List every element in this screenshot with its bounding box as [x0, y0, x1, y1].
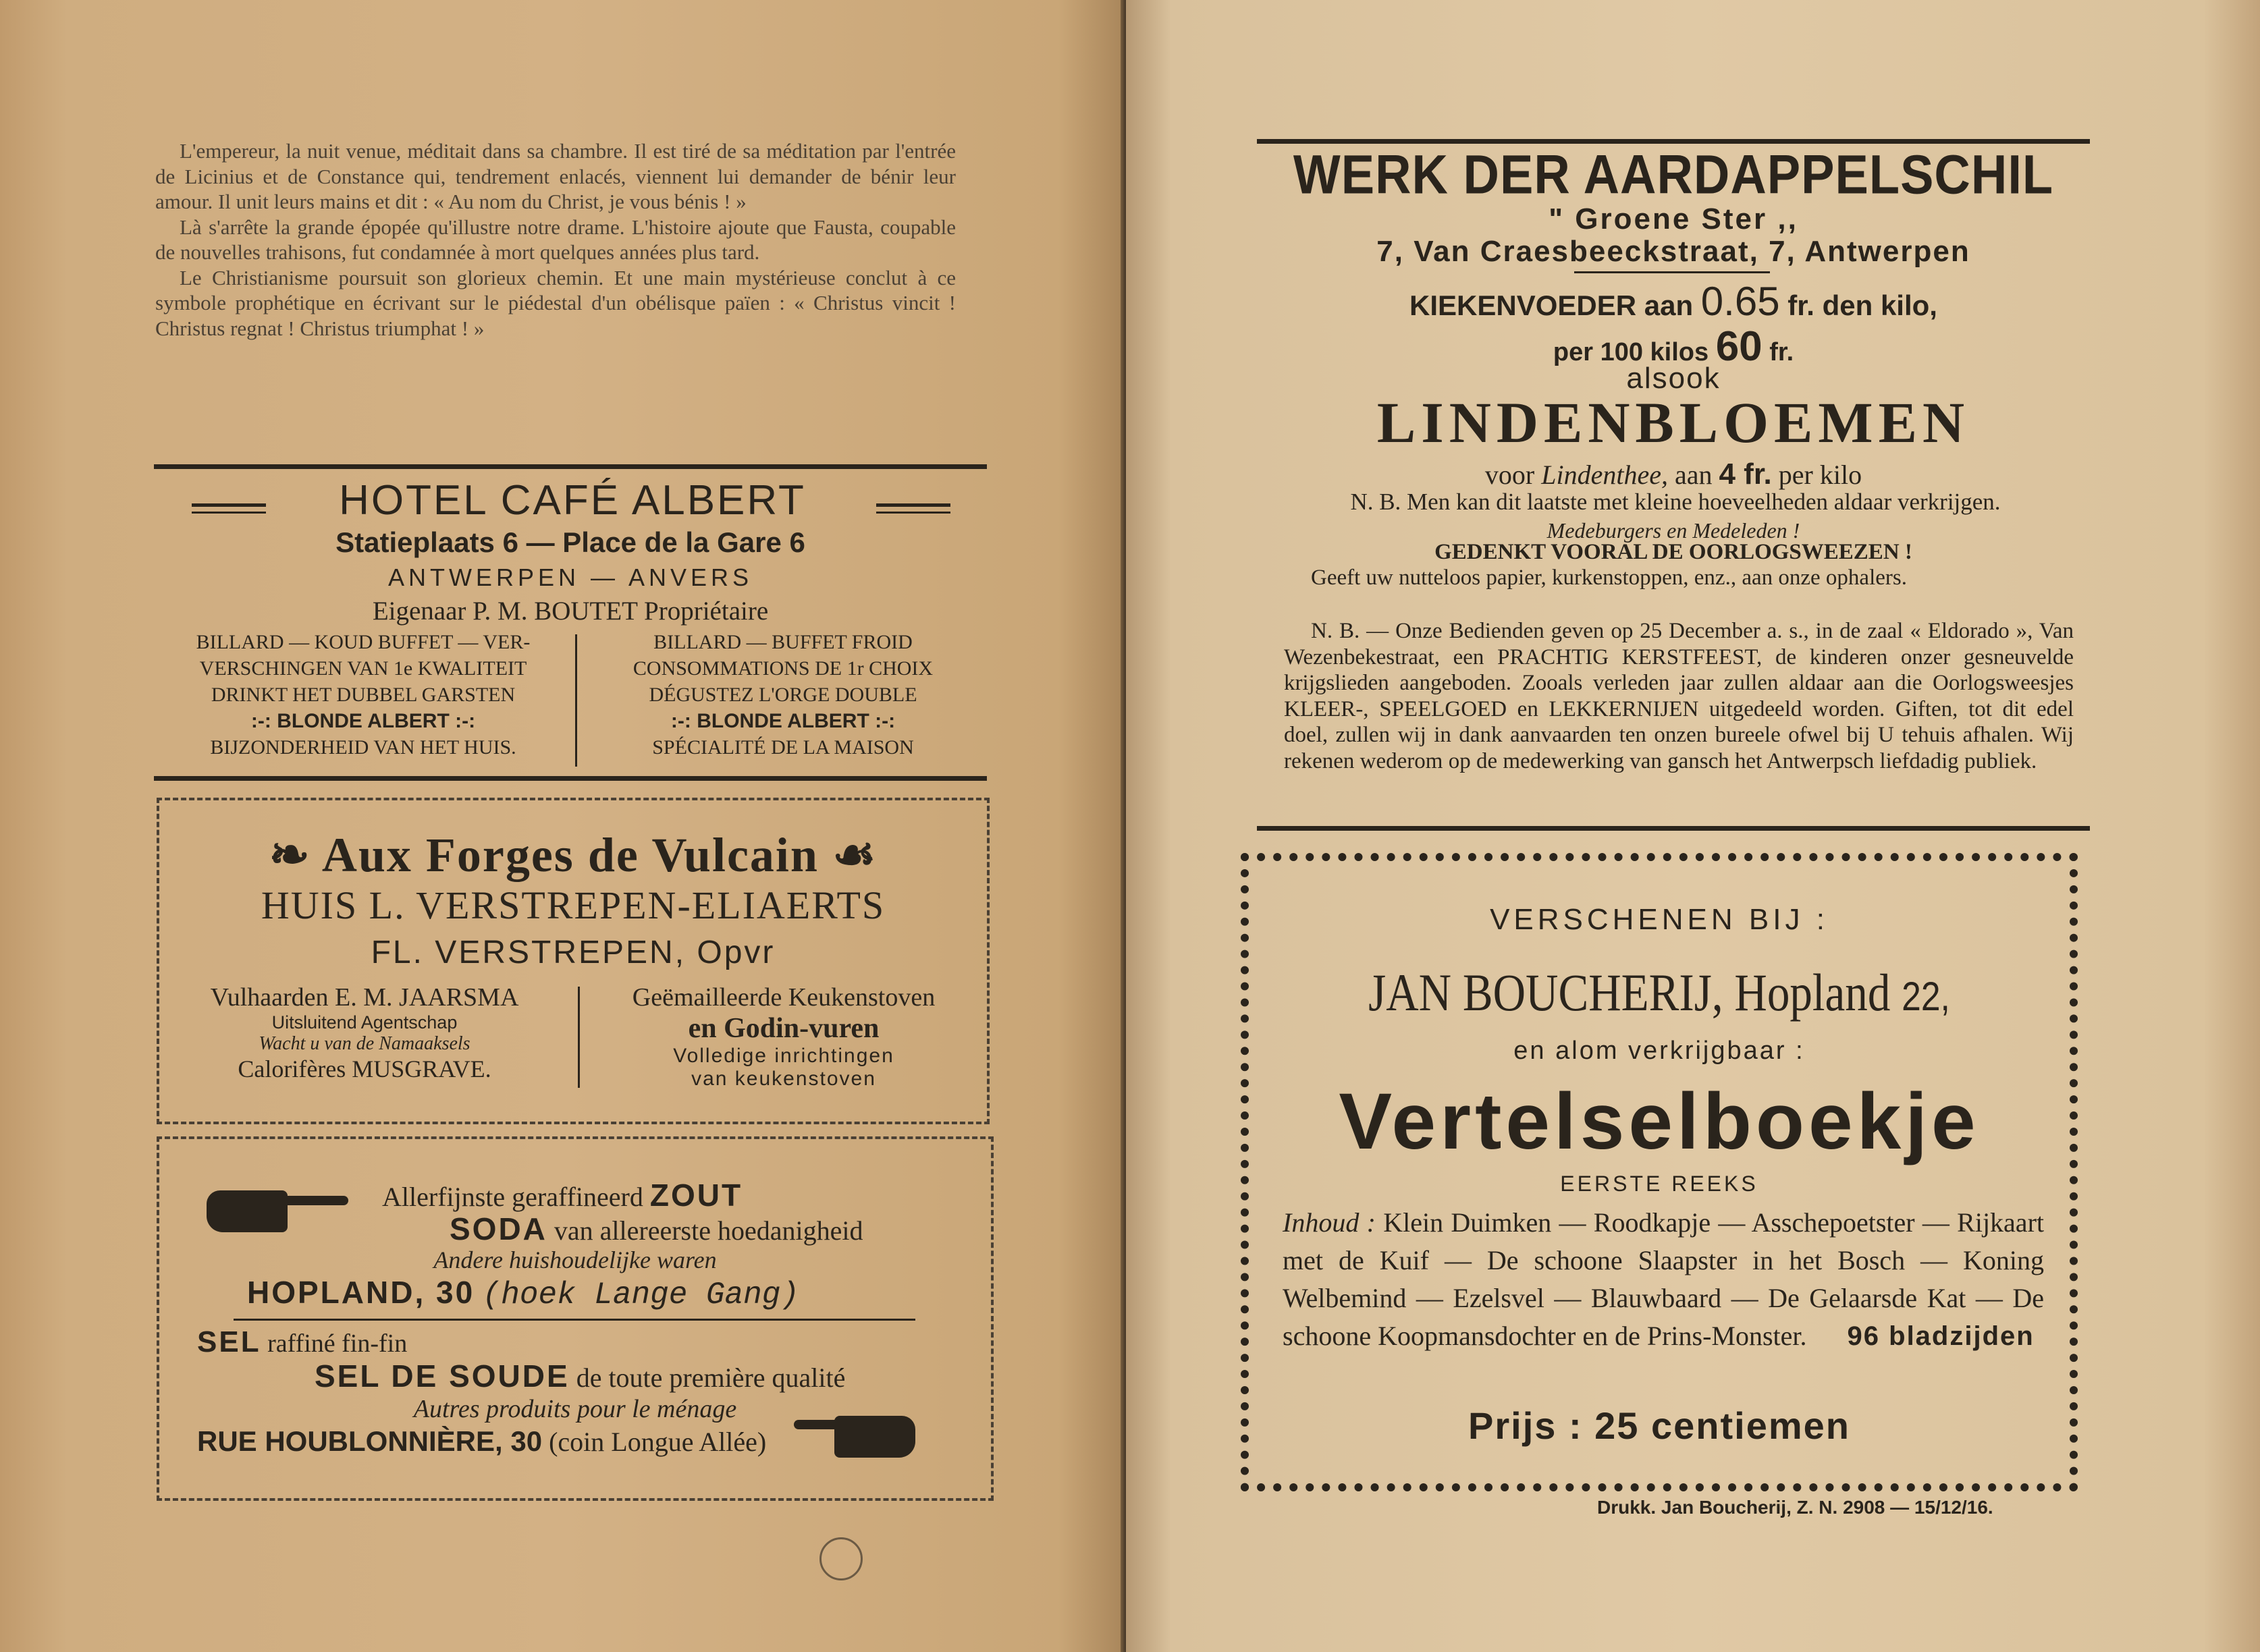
forges-left-line: Wacht u van de Namaaksels — [259, 1033, 470, 1054]
divider-rule — [154, 776, 987, 781]
zout-line-2 — [450, 1211, 863, 1247]
pointing-hand-icon — [794, 1420, 841, 1429]
book-series: EERSTE REEKS — [1560, 1172, 1758, 1196]
werk-text: fr. — [1769, 338, 1794, 366]
hotel-nl-line: :-: BLONDE ALBERT :-: — [250, 710, 476, 732]
hotel-french-column — [579, 629, 987, 761]
divider-rule — [1257, 826, 2090, 831]
column-divider — [575, 634, 577, 767]
werk-price: 0.65 — [1700, 279, 1780, 324]
werk-christmas-note: N. B. — Onze Bedienden geven op 25 December a. s., in de zaal « Eldorado », Van Wezenbekestraat, een PRACHTIG KERSTFEEST, de kinderen onzer gesneuvelde krijgslieden aangeboden. Zooals verleden jaar zullen aldaar aan die Oorlogsweesjes KLEER-, SPEELGOED en LEKKERNIJEN uitgedeeld worden. Giften, tot dit edel doel, zullen wij in dank aanvaarden ten onzen bureele ofwel bij U tehuis afhalen. Wij rekenen wederom op de medewerking van gansch het Antwerpsch liefdadig publiek. — [1284, 619, 2074, 773]
werk-text: KIEKENVOEDER aan — [1409, 290, 1694, 321]
hotel-dutch-column — [154, 629, 572, 761]
hotel-title: HOTEL CAFÉ ALBERT — [339, 477, 806, 524]
forges-house: HUIS L. VERSTREPEN-ELIAERTS — [261, 883, 886, 927]
ornament-icon: ❧ — [269, 828, 322, 882]
book-pages: 96 bladzijden — [1847, 1321, 2035, 1351]
column-divider — [578, 987, 580, 1088]
forges-owner: FL. VERSTREPEN, Opvr — [371, 935, 776, 970]
forges-title — [159, 826, 987, 883]
werk-text: per 100 kilos — [1553, 338, 1709, 366]
werk-note: N. B. Men kan dit laatste met kleine hoeveelheden aldaar verkrijgen. — [1350, 489, 2001, 515]
ornament-line — [192, 512, 266, 514]
sel-word: SEL — [197, 1325, 261, 1358]
forges-left-line: Vulhaarden E. M. JAARSMA — [210, 983, 519, 1012]
werk-text: Lindenthee, — [1541, 460, 1668, 490]
werk-der-aardappelschil-ad — [1257, 143, 2090, 831]
hotel-nl-line: BIJZONDERHEID VAN HET HUIS. — [210, 736, 516, 759]
left-page — [0, 0, 1126, 1652]
book-title: Vertelselboekje — [1339, 1077, 1980, 1166]
divider-rule — [154, 464, 987, 469]
ornament-line — [876, 503, 950, 507]
hotel-fr-line: DÉGUSTEZ L'ORGE DOUBLE — [649, 684, 917, 706]
zout-line-1 — [382, 1177, 743, 1213]
hotel-city: ANTWERPEN — ANVERS — [387, 563, 753, 591]
book-published-by: VERSCHENEN BIJ : — [1490, 903, 1829, 936]
closing-prose — [155, 138, 956, 341]
forges-left-line: Calorifères MUSGRAVE. — [238, 1055, 491, 1082]
ornament-line — [192, 503, 266, 507]
sel-line-2 — [315, 1358, 845, 1394]
soda-word: SODA — [450, 1211, 547, 1246]
book-publisher — [1306, 962, 2012, 1023]
forges-title-text: Aux Forges de Vulcain — [321, 828, 819, 882]
ornament-line — [876, 512, 950, 514]
prose-paragraph: L'empereur, la nuit venue, méditait dans sa chambre. Il est tiré de sa méditation par l'entrée de Licinius et de Constance qui, tendrement enlacés, viennent lui demander de bénir leur amour. Il unit leurs mains et dit : « Au nom du Christ, je vous bénis ! » — [155, 139, 956, 213]
werk-text: voor — [1484, 460, 1535, 490]
zout-line-3: Andere huishoudelijke waren — [433, 1246, 717, 1273]
forges-right-line: van keukenstoven — [691, 1068, 876, 1090]
pointing-hand-icon — [207, 1190, 288, 1232]
book-price: Prijs : 25 centiemen — [1468, 1404, 1850, 1447]
book-contents — [1283, 1204, 2044, 1355]
sel-line-3: Autres produits pour le ménage — [413, 1395, 737, 1423]
book-contents-label: Inhoud : — [1283, 1207, 1376, 1238]
werk-price: 4 fr. — [1719, 458, 1772, 491]
right-page — [1126, 0, 2260, 1652]
zout-line-4 — [247, 1274, 799, 1313]
hotel-fr-line: :-: BLONDE ALBERT :-: — [670, 710, 896, 732]
hotel-nl-line: BILLARD — KOUD BUFFET — VER- — [196, 631, 531, 653]
forges-right-column — [581, 983, 987, 1091]
sel-line-1 — [197, 1325, 407, 1359]
printer-imprint: Drukk. Jan Boucherij, Z. N. 2908 — 15/12/16. — [1597, 1497, 1993, 1518]
rue-houblonniere: RUE HOUBLONNIÈRE, 30 — [197, 1425, 543, 1457]
divider-rule — [1574, 271, 1770, 273]
sel-text: raffiné fin-fin — [267, 1329, 408, 1358]
werk-text: per kilo — [1778, 460, 1862, 490]
werk-price: 60 — [1715, 323, 1763, 370]
rue-corner: (coin Longue Allée) — [549, 1427, 767, 1457]
sel-de-soude: SEL DE SOUDE — [315, 1358, 570, 1394]
werk-address: 7, Van Craesbeeckstraat, 7, Antwerpen — [1376, 235, 1970, 268]
binding-hole — [819, 1537, 863, 1580]
sel-de-soude-text: de toute première qualité — [576, 1362, 846, 1393]
ornament-icon: ☙ — [818, 828, 878, 882]
pointing-hand-icon — [288, 1196, 348, 1205]
hopland-corner: (hoek Lange Gang) — [482, 1277, 799, 1313]
forges-right-line: en Godin-vuren — [688, 1013, 880, 1044]
forges-left-column — [159, 983, 570, 1083]
werk-appeal: Medeburgers en Medeleden ! — [1546, 518, 1800, 543]
book-contents-list: Klein Duimken — Roodkapje — Asschepoetster — Rijkaart met de Kuif — De schoone Slaapster in het Bosch — Koning Welbemind — Ezelsvel — Blauwbaard — De Gelaarsde Kat — De schoone Koopmansdochter en de Prins-Monster. — [1283, 1207, 2044, 1351]
forges-left-line: Uitsluitend Agentschap — [271, 1012, 458, 1032]
forges-de-vulcain-ad — [157, 798, 990, 1124]
werk-price-line-1 — [1257, 278, 2090, 325]
hotel-nl-line: DRINKT HET DUBBEL GARSTEN — [211, 684, 516, 706]
hotel-fr-line: BILLARD — BUFFET FROID — [653, 631, 913, 653]
werk-lindenbloemen: LINDENBLOEMEN — [1376, 390, 1970, 455]
pointing-hand-icon — [834, 1416, 915, 1458]
hotel-address: Statieplaats 6 — Place de la Gare 6 — [335, 526, 805, 558]
hotel-cafe-albert-ad — [154, 472, 987, 777]
werk-text: aan — [1674, 460, 1713, 490]
werk-paper-request: Geeft uw nutteloos papier, kurkenstoppen, enz., aan onze ophalers. — [1311, 566, 1907, 590]
hotel-fr-line: CONSOMMATIONS DE 1r CHOIX — [633, 657, 934, 680]
werk-alsook: alsook — [1626, 362, 1721, 395]
hopland-address: HOPLAND, 30 — [247, 1275, 475, 1310]
hotel-fr-line: SPÉCIALITÉ DE LA MAISON — [652, 736, 914, 759]
zout-soda-ad — [157, 1136, 994, 1501]
divider-rule — [234, 1319, 915, 1321]
werk-subtitle: " Groene Ster ,, — [1549, 202, 1798, 236]
sel-line-4 — [197, 1425, 766, 1458]
book-publisher-number: 22, — [1902, 974, 1950, 1019]
soda-text: van allereerste hoedanigheid — [554, 1215, 863, 1246]
prose-paragraph: Le Christianisme poursuit son glorieux chemin. Et une main mystérieuse conclut à ce symbole prophétique en écrivant sur le piédestal d'un obélisque païen : « Christus vincit ! Christus regnat ! Christus triumphat ! » — [155, 265, 956, 340]
werk-text: fr. den kilo, — [1787, 290, 1937, 321]
prose-paragraph: Là s'arrête la grande épopée qu'illustre notre drame. L'histoire ajoute que Fausta, coupable de nouvelles trahisons, fut condamnée à mort quelques années plus tard. — [155, 215, 956, 264]
zout-word: ZOUT — [649, 1178, 743, 1213]
vertelselboekje-ad — [1241, 853, 2078, 1491]
werk-title: WERK DER AARDAPPELSCHIL — [1293, 143, 2054, 206]
werk-linden-price — [1257, 458, 2090, 491]
werk-orphans: GEDENKT VOORAL DE OORLOGSWEEZEN ! — [1434, 540, 1912, 564]
forges-right-line: Volledige inrichtingen — [673, 1045, 894, 1067]
book-available: en alom verkrijgbaar : — [1513, 1037, 1805, 1065]
hotel-owner: Eigenaar P. M. BOUTET Propriétaire — [372, 597, 769, 626]
forges-right-line: Geëmailleerde Keukenstoven — [632, 983, 936, 1012]
hotel-nl-line: VERSCHINGEN VAN 1e KWALITEIT — [199, 657, 527, 680]
zout-text: Allerfijnste geraffineerd — [382, 1182, 643, 1212]
book-publisher-name: JAN BOUCHERIJ, Hopland — [1368, 963, 1891, 1022]
